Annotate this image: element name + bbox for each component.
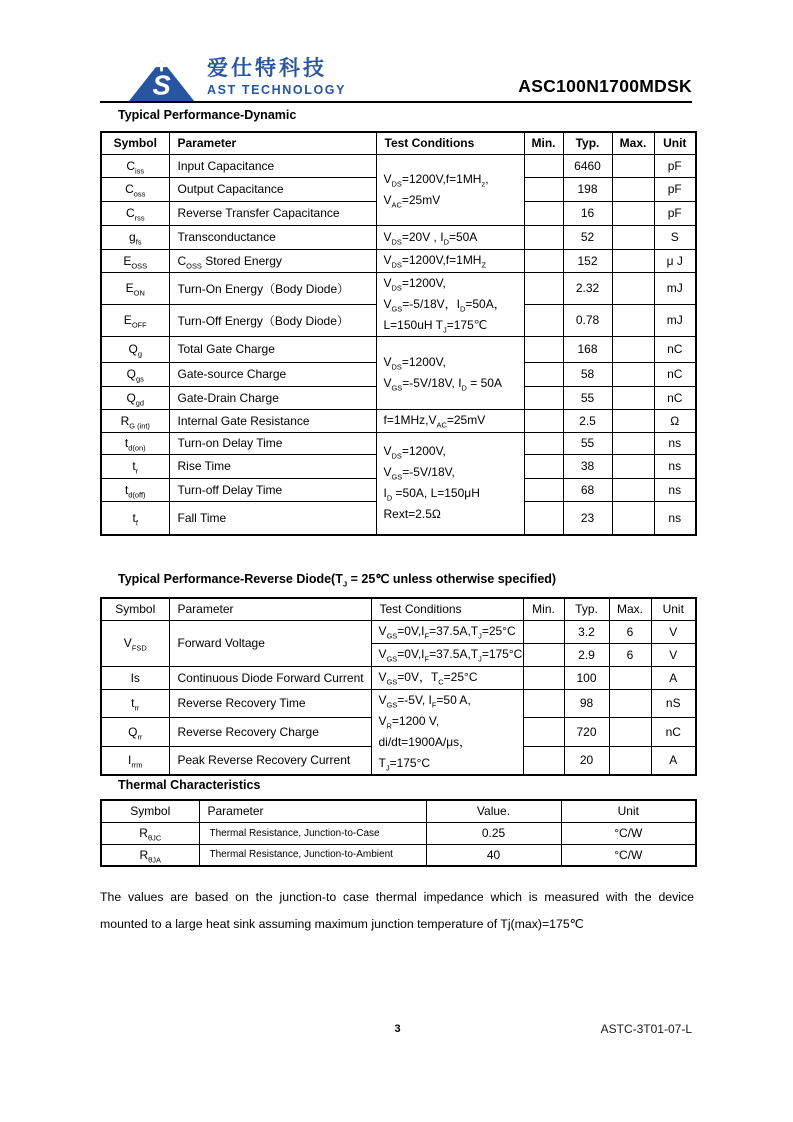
table-row [101, 272, 696, 304]
table-row [101, 154, 696, 177]
parameter-cell: Total Gate Charge [169, 336, 376, 362]
max-cell [609, 746, 651, 775]
max-cell [612, 362, 654, 386]
parameter-cell: Turn-on Delay Time [169, 432, 376, 454]
symbol-cell: $t_r$ [101, 454, 169, 478]
table-row [101, 822, 696, 844]
unit-cell: mJ [654, 272, 696, 304]
unit-cell: pF [654, 154, 696, 177]
parameter-cell: Turn-On Energy（Body Diode） [169, 272, 376, 304]
max-cell [612, 478, 654, 501]
section-title-thermal: Thermal Characteristics [118, 778, 261, 792]
symbol-cell: $g_{fs}$ [101, 225, 169, 249]
brand-name-english: AST TECHNOLOGY [207, 83, 347, 97]
col-parameter: Parameter [169, 132, 376, 154]
typ-cell: 6460 [563, 154, 612, 177]
typ-cell: 3.2 [564, 620, 609, 643]
symbol-cell: $Q_g$ [101, 336, 169, 362]
typ-cell: 168 [563, 336, 612, 362]
symbol-cell: $E_{OSS}$ [101, 249, 169, 272]
col-typ: Typ. [564, 598, 609, 620]
min-cell [524, 154, 563, 177]
symbol-cell: $R_{\theta JC}$ [101, 822, 199, 844]
typ-cell: 23 [563, 501, 612, 535]
min-cell [524, 225, 563, 249]
parameter-cell: Continuous Diode Forward Current [169, 666, 371, 689]
min-cell [523, 718, 564, 747]
symbol-cell: Is [101, 666, 169, 689]
value-cell: 40 [426, 844, 561, 866]
symbol-cell: $Q_{rr}$ [101, 718, 169, 747]
min-cell [524, 272, 563, 304]
typ-cell: 55 [563, 432, 612, 454]
max-cell [609, 718, 651, 747]
symbol-cell: $C_{iss}$ [101, 154, 169, 177]
min-cell [524, 177, 563, 201]
max-cell [612, 177, 654, 201]
brand-name-chinese: 爱仕特科技 [207, 57, 327, 80]
table-row [101, 844, 696, 866]
parameter-cell: Thermal Resistance, Junction-to-Ambient [199, 844, 426, 866]
unit-cell: V [651, 620, 696, 643]
typ-cell: 58 [563, 362, 612, 386]
symbol-cell: $Q_{gd}$ [101, 386, 169, 409]
parameter-cell: Rise Time [169, 454, 376, 478]
parameter-cell: Transconductance [169, 225, 376, 249]
test-conditions-cell: $V_{DS}=1200V,f=1MH_z$, $V_{AC}=25mV$ [376, 154, 524, 225]
max-cell [612, 272, 654, 304]
parameter-cell: Thermal Resistance, Junction-to-Case [199, 822, 426, 844]
col-symbol: Symbol [101, 598, 169, 620]
dynamic-table [100, 131, 697, 536]
parameter-cell: Fall Time [169, 501, 376, 535]
max-cell: 6 [609, 620, 651, 643]
document-code: ASTC-3T01-07-L [600, 1022, 692, 1036]
col-min: Min. [524, 132, 563, 154]
test-conditions-cell: $V_{GS}=0V$，$T_C=25^\circ C$ [371, 666, 523, 689]
typ-cell: 100 [564, 666, 609, 689]
parameter-cell: Gate-Drain Charge [169, 386, 376, 409]
unit-cell: nC [654, 386, 696, 409]
table-row [101, 336, 696, 362]
symbol-cell: $R_{G (int)}$ [101, 409, 169, 432]
table-row [101, 249, 696, 272]
min-cell [524, 362, 563, 386]
max-cell [612, 154, 654, 177]
max-cell [612, 225, 654, 249]
page-number: 3 [394, 1023, 401, 1035]
parameter-cell: Reverse Recovery Charge [169, 718, 371, 747]
min-cell [523, 746, 564, 775]
max-cell [609, 689, 651, 718]
typ-cell: 152 [563, 249, 612, 272]
test-conditions-cell: $V_{GS}=-5V$, $I_F=50$ A, $V_R=1200$ V, di/dt=1900A/μs，$T_J=175^\circ C$ [371, 689, 523, 775]
test-conditions-cell: $V_{DS}=1200V$, $V_{GS}=-5/18V$，$I_D=50A$， L=150uH $T_J=175℃$ [376, 272, 524, 336]
max-cell [612, 409, 654, 432]
max-cell [612, 336, 654, 362]
min-cell [523, 643, 564, 666]
table-header-row [101, 800, 696, 822]
section-title-dynamic: Typical Performance-Dynamic [118, 108, 297, 122]
parameter-cell: Reverse Recovery Time [169, 689, 371, 718]
parameter-cell: Gate-source Charge [169, 362, 376, 386]
unit-cell: A [651, 666, 696, 689]
min-cell [524, 454, 563, 478]
symbol-cell: $t_{d(on)}$ [101, 432, 169, 454]
unit-cell: Ω [654, 409, 696, 432]
unit-cell: ns [654, 432, 696, 454]
min-cell [524, 249, 563, 272]
unit-cell: V [651, 643, 696, 666]
typ-cell: 20 [564, 746, 609, 775]
test-conditions-cell: $f=1MHz,V_{AC}=25mV$ [376, 409, 524, 432]
col-parameter: Parameter [169, 598, 371, 620]
symbol-cell: $C_{rss}$ [101, 201, 169, 225]
parameter-cell: Reverse Transfer Capacitance [169, 201, 376, 225]
unit-cell: °C/W [561, 844, 696, 866]
col-unit: Unit [561, 800, 696, 822]
max-cell [609, 666, 651, 689]
min-cell [523, 689, 564, 718]
svg-text:S: S [152, 69, 171, 101]
symbol-cell: $t_{d(off)}$ [101, 478, 169, 501]
min-cell [523, 666, 564, 689]
parameter-cell: $C_{OSS}$ Stored Energy [169, 249, 376, 272]
typ-cell: 2.32 [563, 272, 612, 304]
parameter-cell: Turn-off Delay Time [169, 478, 376, 501]
typ-cell: 52 [563, 225, 612, 249]
col-parameter: Parameter [199, 800, 426, 822]
brand-text [207, 57, 346, 98]
reverse-diode-table [100, 597, 697, 776]
min-cell [524, 336, 563, 362]
symbol-cell: $I_{rrm}$ [101, 746, 169, 775]
parameter-cell: Peak Reverse Recovery Current [169, 746, 371, 775]
col-max: Max. [609, 598, 651, 620]
parameter-cell: Internal Gate Resistance [169, 409, 376, 432]
symbol-cell: $E_{ON}$ [101, 272, 169, 304]
parameter-cell: Output Capacitance [169, 177, 376, 201]
unit-cell: nC [654, 362, 696, 386]
col-min: Min. [523, 598, 564, 620]
test-conditions-cell: $V_{GS}=0V,I_F=37.5A,T_J=25^\circ C$ [371, 620, 523, 643]
symbol-cell: $E_{OFF}$ [101, 304, 169, 336]
col-max: Max. [612, 132, 654, 154]
typ-cell: 55 [563, 386, 612, 409]
min-cell [524, 478, 563, 501]
col-symbol: Symbol [101, 132, 169, 154]
symbol-cell: $t_f$ [101, 501, 169, 535]
table-header-row [101, 598, 696, 620]
unit-cell: A [651, 746, 696, 775]
part-number: ASC100N1700MDSK [518, 76, 692, 96]
min-cell [524, 304, 563, 336]
typ-cell: 0.78 [563, 304, 612, 336]
parameter-cell: Turn-Off Energy（Body Diode） [169, 304, 376, 336]
unit-cell: nC [654, 336, 696, 362]
typ-cell: 2.5 [563, 409, 612, 432]
symbol-cell: $R_{\theta JA}$ [101, 844, 199, 866]
thermal-note: The values are based on the junction-to case thermal impedance which is measured with the device mounted to a large heat sink assuming maximum junction temperature of Tj(max)=175℃ [100, 890, 694, 931]
table-row [101, 620, 696, 643]
table-header-row [101, 132, 696, 154]
table-row [101, 666, 696, 689]
header-divider [100, 101, 692, 103]
min-cell [524, 432, 563, 454]
col-unit: Unit [651, 598, 696, 620]
max-cell [612, 304, 654, 336]
min-cell [524, 409, 563, 432]
col-symbol: Symbol [101, 800, 199, 822]
min-cell [523, 620, 564, 643]
section-title-reverse-diode: Typical Performance-Reverse $Diode(T_J$ = 25℃ unless otherwise specified) [118, 572, 557, 589]
unit-cell: μ J [654, 249, 696, 272]
parameter-cell: Input Capacitance [169, 154, 376, 177]
col-typ: Typ. [563, 132, 612, 154]
col-test-conditions: Test Conditions [376, 132, 524, 154]
min-cell [524, 201, 563, 225]
max-cell [612, 432, 654, 454]
symbol-cell: $C_{oss}$ [101, 177, 169, 201]
logo-triangle-icon [127, 57, 199, 103]
typ-cell: 98 [564, 689, 609, 718]
unit-cell: ns [654, 454, 696, 478]
test-conditions-cell: $V_{DS}=20V$ , $I_D=50A$ [376, 225, 524, 249]
typ-cell: 2.9 [564, 643, 609, 666]
unit-cell: pF [654, 201, 696, 225]
unit-cell: pF [654, 177, 696, 201]
typ-cell: 68 [563, 478, 612, 501]
unit-cell: ns [654, 501, 696, 535]
typ-cell: 198 [563, 177, 612, 201]
typ-cell: 38 [563, 454, 612, 478]
value-cell: 0.25 [426, 822, 561, 844]
max-cell [612, 454, 654, 478]
max-cell [612, 501, 654, 535]
max-cell [612, 249, 654, 272]
max-cell [612, 386, 654, 409]
unit-cell: mJ [654, 304, 696, 336]
company-logo [127, 57, 346, 103]
table-row [101, 225, 696, 249]
test-conditions-cell: $V_{DS}=1200V$, $V_{GS}=-5V/18V$, $I_D =50A$, L=150μH Rext=2.5Ω [376, 432, 524, 535]
test-conditions-cell: $V_{DS}=1200V,f=1MH_Z$ [376, 249, 524, 272]
col-value: Value. [426, 800, 561, 822]
unit-cell: nS [651, 689, 696, 718]
col-unit: Unit [654, 132, 696, 154]
min-cell [524, 386, 563, 409]
unit-cell: nC [651, 718, 696, 747]
test-conditions-cell: $V_{DS}=1200V$, $V_{GS}=-5V/18V$, $I_D = 50A$ [376, 336, 524, 409]
unit-cell: °C/W [561, 822, 696, 844]
table-row [101, 409, 696, 432]
typ-cell: 720 [564, 718, 609, 747]
symbol-cell: $t_{rr}$ [101, 689, 169, 718]
table-row [101, 432, 696, 454]
typ-cell: 16 [563, 201, 612, 225]
parameter-cell: Forward Voltage [169, 620, 371, 666]
min-cell [524, 501, 563, 535]
symbol-cell: $V_{FSD}$ [101, 620, 169, 666]
test-conditions-cell: $V_{GS}=0V,I_F=37.5A,T_J=175^\circ C$ [371, 643, 523, 666]
max-cell: 6 [609, 643, 651, 666]
table-row [101, 689, 696, 718]
symbol-cell: $Q_{gs}$ [101, 362, 169, 386]
unit-cell: ns [654, 478, 696, 501]
thermal-table [100, 799, 697, 867]
max-cell [612, 201, 654, 225]
col-test-conditions: Test Conditions [371, 598, 523, 620]
unit-cell: S [654, 225, 696, 249]
